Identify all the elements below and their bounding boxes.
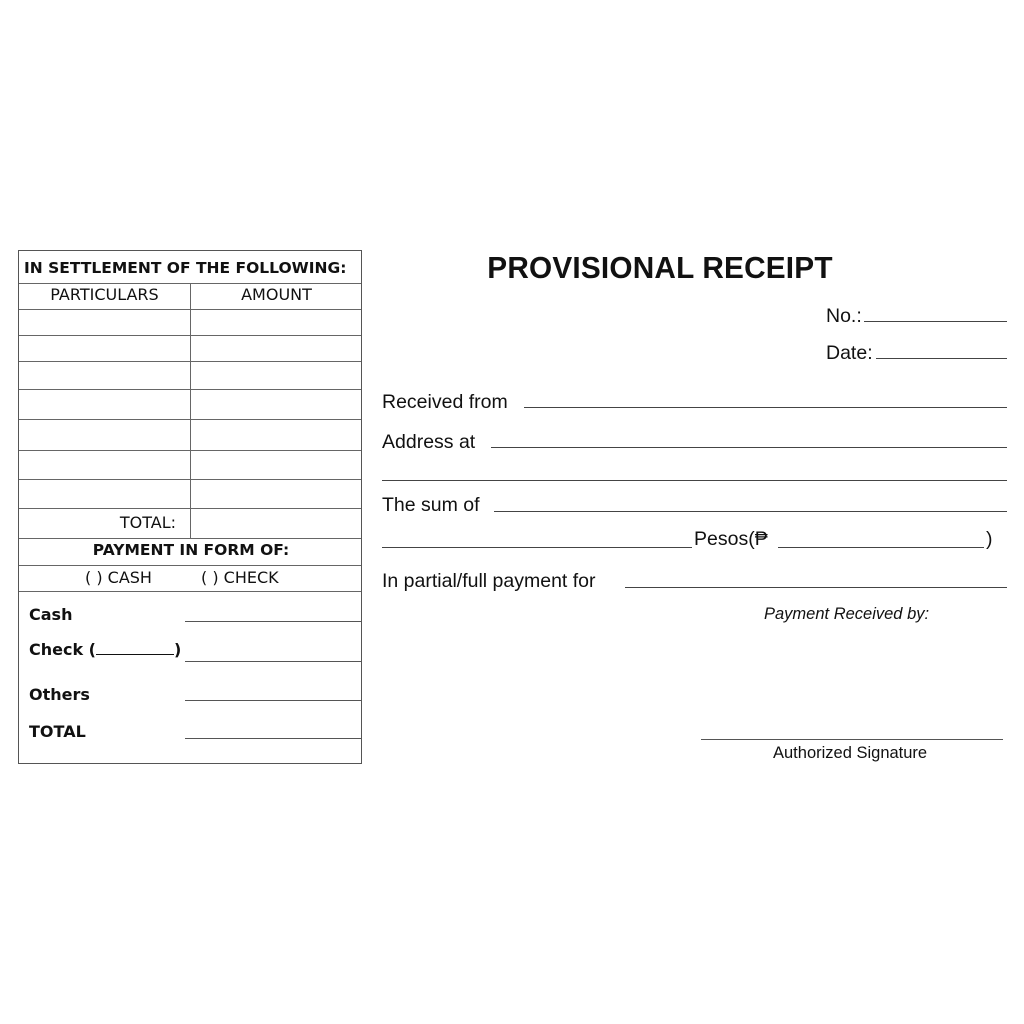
receipt-no-label: No.: [826,305,862,327]
pesos-label: Pesos(₱ [694,528,768,550]
table-row-amount-2[interactable] [191,335,362,361]
check-option-checkbox[interactable]: ( ) CHECK [201,568,279,587]
table-row-particular-1[interactable] [19,309,190,335]
pesos-amount-field[interactable] [778,547,984,548]
settlement-table [18,250,362,764]
check-label-suffix: ) [174,640,182,659]
sum-words-field[interactable] [494,511,1007,512]
receipt-title: PROVISIONAL RECEIPT [487,250,833,285]
table-row-amount-6[interactable] [191,450,362,479]
table-row-amount-3[interactable] [191,361,362,389]
authorized-signature-label: Authorized Signature [773,744,928,762]
receipt-date-label: Date: [826,342,873,364]
column-divider [190,283,191,538]
divider [19,565,361,566]
cash-label: Cash [29,605,73,624]
total-label: TOTAL: [119,513,176,532]
column-header-amount: AMOUNT [241,285,312,304]
table-row-particular-6[interactable] [19,450,190,479]
address-field-line-2[interactable] [382,480,1007,481]
check-amount-field[interactable] [185,661,361,662]
divider [19,538,361,539]
table-row-amount-4[interactable] [191,389,362,419]
received-from-field[interactable] [524,407,1007,408]
total-bottom-field[interactable] [185,738,361,739]
sum-words-field-line-2[interactable] [382,547,692,548]
table-row-amount-1[interactable] [191,309,362,335]
receipt-date-field[interactable] [876,358,1007,359]
address-field[interactable] [491,447,1007,448]
total-amount-cell[interactable] [191,508,362,538]
receipt-no-field[interactable] [864,321,1007,322]
cash-option-checkbox[interactable]: ( ) CASH [85,568,152,587]
table-row-particular-2[interactable] [19,335,190,361]
received-from-label: Received from [382,391,508,413]
divider [19,591,361,592]
others-amount-field[interactable] [185,700,361,701]
signature-line[interactable] [701,739,1003,740]
table-row-amount-5[interactable] [191,419,362,450]
address-label: Address at [382,431,476,453]
total-bottom-label: TOTAL [29,722,86,741]
pesos-close-paren: ) [986,528,993,550]
check-label [29,640,181,659]
settlement-header: IN SETTLEMENT OF THE FOLLOWING: [24,259,347,277]
column-header-particulars: PARTICULARS [50,285,159,304]
cash-amount-field[interactable] [185,621,361,622]
table-row-amount-7[interactable] [191,479,362,508]
payment-form-header: PAYMENT IN FORM OF: [92,541,290,559]
others-label: Others [29,685,90,704]
table-row-particular-5[interactable] [19,419,190,450]
payment-received-by-label: Payment Received by: [764,605,930,623]
table-row-particular-7[interactable] [19,479,190,508]
table-row-particular-3[interactable] [19,361,190,389]
partial-payment-label: In partial/full payment for [382,570,596,592]
sum-label: The sum of [382,494,480,516]
check-label-prefix: Check ( [29,640,96,659]
partial-payment-field[interactable] [625,587,1007,588]
table-row-particular-4[interactable] [19,389,190,419]
check-number-field[interactable] [96,640,174,655]
